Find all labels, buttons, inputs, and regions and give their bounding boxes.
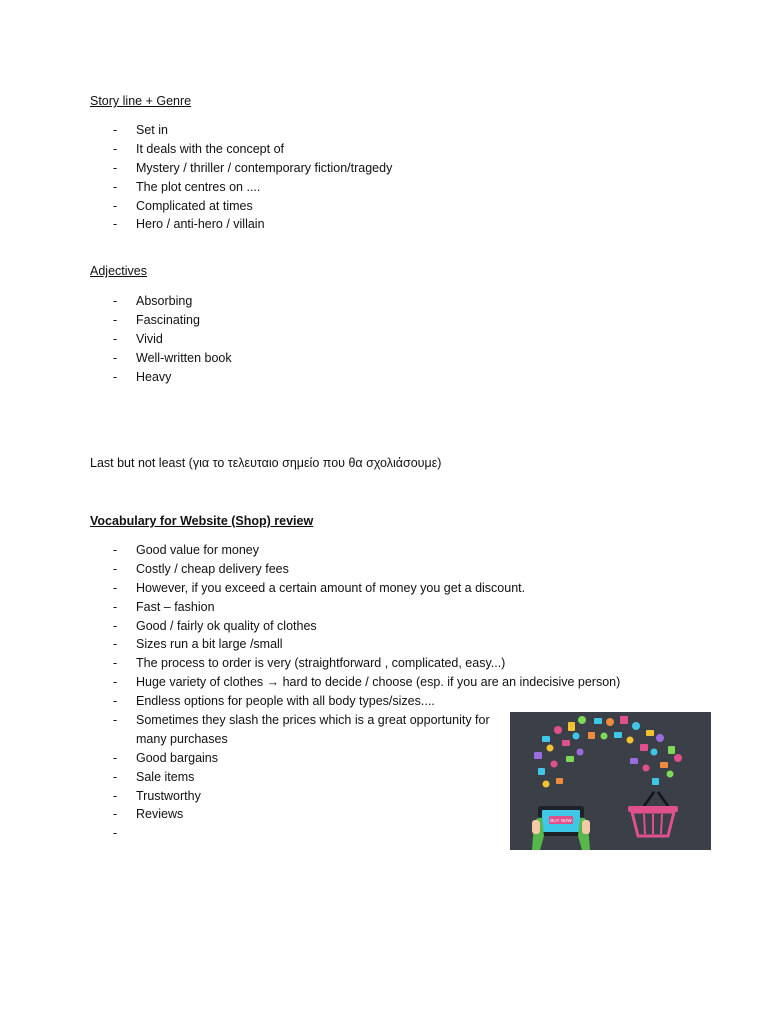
dash-bullet: -	[113, 331, 118, 346]
list-item: - Fascinating	[0, 311, 232, 330]
dash-bullet: -	[113, 675, 118, 690]
list-item: - Sale items	[0, 768, 620, 787]
list-item: - Good value for money	[0, 541, 620, 560]
dash-bullet: -	[113, 141, 118, 156]
dash-bullet: -	[113, 179, 118, 194]
dash-bullet: -	[113, 637, 118, 652]
list-item: - Complicated at times	[0, 197, 392, 216]
last-but-not-least-line: Last but not least (για το τελευταιο σημείο που θα σχολιάσουμε)	[90, 456, 442, 470]
dash-bullet: -	[113, 750, 118, 765]
list-item: - Good bargains	[0, 749, 620, 768]
list-item: - Endless options for people with all body types/sizes....	[0, 692, 620, 711]
list-adjectives	[0, 292, 232, 386]
heading-adjectives: Adjectives	[90, 264, 147, 278]
list-item: - Absorbing	[0, 292, 232, 311]
heading-story-line: Story line + Genre	[90, 94, 192, 108]
dash-bullet: -	[113, 788, 118, 803]
dash-bullet: -	[113, 543, 118, 557]
dash-bullet: -	[113, 350, 118, 365]
list-item: - Costly / cheap delivery fees	[0, 560, 620, 579]
list-item: - Sometimes they slash the prices which is a great opportunity for many purchases	[113, 713, 490, 746]
list-item: - Heavy	[0, 368, 232, 387]
list-item: - Fast – fashion	[0, 598, 620, 617]
list-item: - Hero / anti-hero / villain	[0, 215, 392, 234]
dash-bullet: -	[113, 618, 118, 633]
list-story-line	[0, 121, 392, 234]
dash-bullet: -	[113, 369, 118, 384]
tablet-text: BUY NOW	[550, 818, 572, 823]
dash-bullet: -	[113, 694, 118, 709]
dash-bullet: -	[113, 294, 118, 308]
list-item: - It deals with the concept of	[0, 140, 392, 159]
list-item: - However, if you exceed a certain amount of money you get a discount.	[0, 579, 620, 598]
list-item: - Huge variety of clothes → hard to decide / choose (esp. if you are an indecisive person)	[0, 673, 620, 692]
dash-bullet: -	[113, 713, 118, 728]
dash-bullet: -	[113, 160, 118, 175]
dash-bullet: -	[113, 198, 118, 213]
list-item: - Set in	[0, 121, 392, 140]
dash-bullet: -	[113, 580, 118, 595]
list-item: - The process to order is very (straightforward , complicated, easy...)	[0, 654, 620, 673]
heading-vocabulary: Vocabulary for Website (Shop) review	[90, 514, 314, 528]
list-item: - Mystery / thriller / contemporary fiction/tragedy	[0, 159, 392, 178]
list-item: - Good / fairly ok quality of clothes	[0, 617, 620, 636]
dash-bullet: -	[113, 561, 118, 576]
dash-bullet: -	[113, 769, 118, 784]
online-shopping-illustration	[510, 712, 711, 850]
dash-bullet: -	[113, 656, 118, 671]
dash-bullet: -	[113, 217, 118, 232]
dash-bullet: -	[113, 826, 118, 841]
list-item: - Well-written book	[0, 349, 232, 368]
list-item: - Reviews	[0, 805, 620, 824]
list-item: - Vivid	[0, 330, 232, 349]
dash-bullet: -	[113, 312, 118, 327]
dash-bullet: -	[113, 807, 118, 822]
dash-bullet: -	[113, 599, 118, 614]
shopping-illustration-svg	[510, 712, 711, 850]
dash-bullet: -	[113, 123, 118, 137]
list-item: - Trustworthy	[0, 787, 620, 806]
list-item: - Sizes run a bit large /small	[0, 635, 620, 654]
list-item: - The plot centres on ....	[0, 178, 392, 197]
